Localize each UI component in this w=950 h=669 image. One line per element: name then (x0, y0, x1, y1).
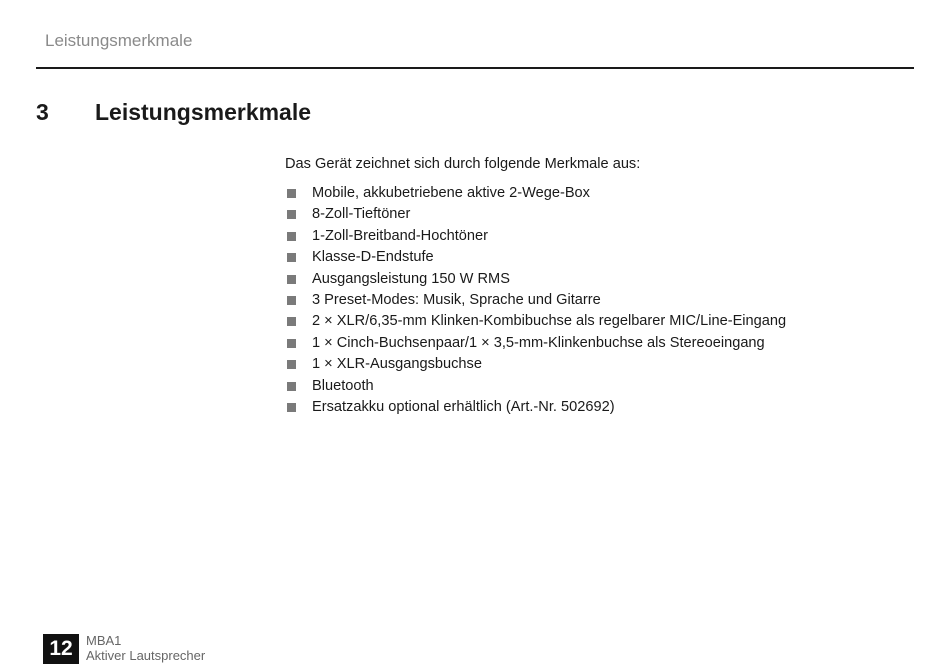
square-bullet-icon (287, 382, 296, 391)
intro-text: Das Gerät zeichnet sich durch folgende Merkmale aus: (285, 156, 641, 172)
list-item (285, 397, 905, 418)
header-divider (36, 67, 914, 69)
feature-text: 1 × XLR-Ausgangsbuchse (312, 356, 482, 373)
square-bullet-icon (287, 317, 296, 326)
product-name: Aktiver Lautsprecher (86, 648, 206, 663)
list-item (285, 333, 905, 354)
list-item (285, 376, 905, 397)
list-item (285, 290, 905, 311)
list-item (285, 204, 905, 225)
feature-text: Mobile, akkubetriebene aktive 2-Wege-Box (312, 185, 590, 201)
square-bullet-icon (287, 189, 296, 198)
feature-text: Bluetooth (312, 377, 374, 394)
section-title: Leistungsmerkmale (95, 99, 312, 125)
model-name: MBA1 (86, 633, 122, 648)
list-item (285, 247, 905, 268)
footer-product-info (86, 633, 205, 663)
feature-text: Klasse-D-Endstufe (312, 249, 434, 266)
feature-text: 3 Preset-Modes: Musik, Sprache und Gitarre (312, 291, 601, 308)
list-item (285, 183, 905, 204)
feature-text: 1 × Cinch-Buchsenpaar/1 × 3,5-mm-Klinkenbuchse als Stereoeingang (312, 334, 765, 351)
square-bullet-icon (287, 403, 296, 412)
list-item (285, 269, 905, 290)
page-number-badge: 12 (43, 634, 79, 664)
feature-list (285, 183, 905, 418)
feature-text: Ausgangsleistung 150 W RMS (312, 270, 510, 287)
list-item (285, 354, 905, 375)
square-bullet-icon (287, 232, 296, 241)
feature-text: Ersatzakku optional erhältlich (Art.-Nr. 502692) (312, 398, 615, 415)
square-bullet-icon (287, 275, 296, 284)
square-bullet-icon (287, 210, 296, 219)
square-bullet-icon (287, 296, 296, 305)
section-content (285, 154, 905, 418)
section-number: 3 (36, 99, 49, 125)
list-item (285, 226, 905, 247)
square-bullet-icon (287, 253, 296, 262)
feature-text: 1-Zoll-Breitband-Hochtöner (312, 227, 489, 244)
feature-text: 8-Zoll-Tieftöner (312, 206, 411, 223)
square-bullet-icon (287, 360, 296, 369)
square-bullet-icon (287, 339, 296, 348)
running-header: Leistungsmerkmale (45, 31, 193, 50)
list-item (285, 311, 905, 332)
feature-text: 2 × XLR/6,35-mm Klinken-Kombibuchse als regelbarer MIC/Line-Eingang (312, 313, 787, 330)
